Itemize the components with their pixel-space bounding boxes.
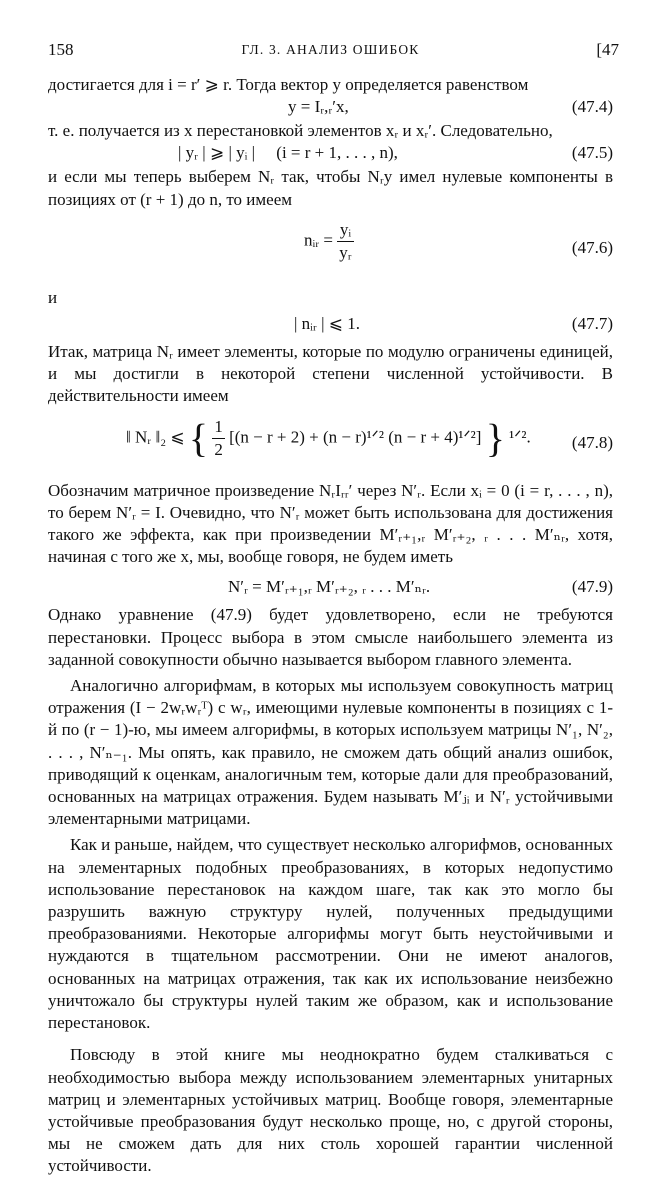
paragraph-5: Итак, матрица Nᵣ имеет элементы, которые по модулю ограничены единицей, и мы достигли в некоторой степени численной устойчивости. В действительности имеем <box>48 342 613 406</box>
paragraph-6: Обозначим матричное произведение NᵣIᵣᵣ′ через N′ᵣ. Если xᵢ = 0 (i = r, . . . , n), то берем N′ᵣ = I. Очевидно, что N′ᵣ может быть использована для достижения такого же эффекта, как при произведении M′ᵣ₊₁,ᵣ M′ᵣ₊₂, ᵣ . . . M′ₙᵣ, хотя, начиная с того же x, мы, вообще говоря, не будем иметь <box>48 480 613 567</box>
equation-formula: N′ᵣ = M′ᵣ₊₁,ᵣ M′ᵣ₊₂, ᵣ . . . M′ₙᵣ. <box>228 577 431 597</box>
fraction <box>337 219 353 264</box>
paragraph-10: Повсюду в этой книге мы неоднократно будем сталкиваться с необходимостью выбора между использованием элементарных унитарных матриц и элементарных устойчивых матриц. Вообще говоря, элементарные устойчивые преобразования будут несколько проще, но, с другой стороны, мы не сможем дать для них столь хорошей гарантии численной устойчивости. <box>48 1045 613 1176</box>
fraction-numerator: 1 <box>212 416 225 439</box>
paragraph-9: Как и раньше, найдем, что существует несколько алгорифмов, основанных на элементарных подобных преобразованиях, в которых недопустимо использование перестановок на каждом шаге, так как это могло бы разрушить важную структуру нулей, полученных предыдущими преобразованиями. Некоторые алгорифмы могут быть неустойчивыми и нуждаются в тщательном рассмотрении. Они не имеют аналогов, основанных на матрицах отражения, так как их использование неизбежно уничтожало бы структуры нулей таким же образом, как и использование перестановок. <box>48 835 613 1033</box>
equation-lhs: nᵢᵣ = <box>304 230 334 250</box>
fraction-denominator: yᵣ <box>339 242 352 262</box>
equation-lhs: ‖ Nᵣ ‖₂ ⩽ <box>126 427 185 447</box>
page-header <box>48 40 619 64</box>
paragraph-4: и <box>48 287 58 307</box>
equation-47-9 <box>48 576 613 600</box>
paragraph-2: т. е. получается из x перестановкой элементов xᵣ и xᵣ′. Следовательно, <box>48 121 553 141</box>
left-brace: { <box>188 415 209 461</box>
equation-formula: | nᵢᵣ | ⩽ 1. <box>294 314 360 334</box>
outer-exponent: ¹ᐟ². <box>509 427 531 447</box>
equation-47-4 <box>48 96 613 120</box>
fraction-denominator: 2 <box>214 439 223 459</box>
equation-number: (47.7) <box>571 314 613 334</box>
fraction-half <box>212 416 225 461</box>
equation-47-7 <box>48 313 613 337</box>
paragraph-8: Аналогично алгорифмам, в которых мы используем совокупность матриц отражения (I − 2wᵣwᵣᵀ) с wᵣ, имеющими нулевые компоненты в позициях с 1-й по (r − 1)-ю, мы имеем алгорифмы, в которых используем матрицы N′₁, N′₂, . . . , N′ₙ₋₁. Мы опять, как правило, не сможем дать общий анализ ошибок, приводящий к оценкам, аналогичным тем, которые дали для преобразований, основанных на матрицах отражения. Будем называть M′ⱼᵢ и N′ᵣ устойчивыми элементарными матрицами. <box>48 676 613 829</box>
running-title: ГЛ. 3. АНАЛИЗ ОШИБОК <box>241 42 420 57</box>
section-mark: [47 <box>596 40 619 59</box>
equation-formula: y = Iᵣ,ᵣ′x, <box>288 97 349 117</box>
equation-number: (47.4) <box>571 97 613 117</box>
paragraph-7: Однако уравнение (47.9) будет удовлетворено, если не требуются перестановки. Процесс выбора в этом смысле наибольшего элемента из заданной совокупности обычно называется выбором главного элемента. <box>48 605 613 669</box>
page-number: 158 <box>48 40 74 59</box>
page-body <box>48 74 613 1178</box>
fraction-numerator: yᵢ <box>337 219 353 242</box>
equation-formula: | yᵣ | ⩾ | yᵢ | (i = r + 1, . . . , n), <box>178 143 398 163</box>
equation-number: (47.8) <box>571 432 613 452</box>
equation-47-5 <box>48 142 613 166</box>
paragraph-3: и если мы теперь выберем Nᵣ так, чтобы Nᵣy имел нулевые компоненты в позициях от (r + 1) до n, то имеем <box>48 167 613 209</box>
right-brace: } <box>485 415 505 461</box>
equation-number: (47.5) <box>571 143 613 163</box>
equation-number: (47.6) <box>571 237 613 257</box>
equation-47-8 <box>48 414 613 476</box>
equation-47-6 <box>48 219 613 281</box>
equation-inner: [(n − r + 2) + (n − r)¹ᐟ² (n − r + 4)¹ᐟ²] <box>229 427 482 447</box>
paragraph-1: достигается для i = r′ ⩾ r. Тогда вектор y определяется равенством <box>48 75 529 94</box>
equation-number: (47.9) <box>571 577 613 597</box>
